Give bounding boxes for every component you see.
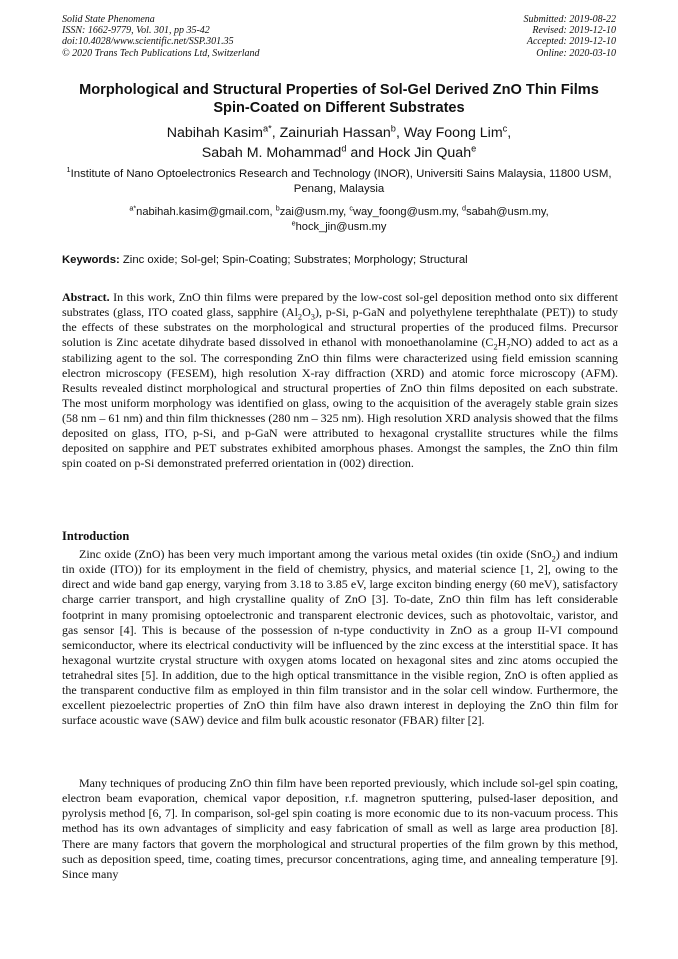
date-revised: Revised: 2019-12-10 — [532, 25, 616, 37]
email-link[interactable]: sabah@usm.my — [466, 206, 546, 218]
journal-info — [62, 14, 260, 59]
author-separator: , — [507, 125, 512, 141]
email-link[interactable]: hock_jin@usm.my — [295, 220, 387, 233]
author-separator: , — [395, 125, 404, 141]
journal-doi[interactable]: doi:10.4028/www.scientific.net/SSP.301.35 — [62, 36, 234, 48]
author-separator: , — [271, 125, 280, 141]
date-accepted: Accepted: 2019-12-10 — [526, 36, 616, 48]
abstract-text: NO) added to act as a stabilizing agent to the sol. The corresponding ZnO thin films were characterized using field emission scanning electron microscopy (FESEM), high resolution X-ray diffraction (XRD) and atomic force microscopy (AFM). Results revealed distinct morphological and structural properties of ZnO thin films deposited on each substrate. The most uniform morphology was identified on glass, owing to the acquisition of the averagely stable grain sizes (58 nm – 61 nm) and thin film thicknesses (280 nm – 325 nm). High resolution XRD analysis showed that the films deposited on glass, ITO, p-Si, and p-GaN were attributed to hexagonal crystallite structures while the films deposited on sapphire and PET substrates exhibited amorphous phases. Amongst the samples, the ZnO thin film spin coated on p-Si demonstrated preferred orientation in (002) direction. — [62, 335, 619, 471]
abstract-label: Abstract. — [62, 290, 110, 304]
email-link[interactable]: way_foong@usm.my — [352, 206, 456, 218]
author-marker: d — [341, 142, 347, 153]
keywords-label: Keywords: — [62, 254, 120, 266]
affiliation-text: Institute of Nano Optoelectronics Research and Technology (INOR), Universiti Sains Malaysia, 11800 USM, Penang, Malaysia — [70, 168, 612, 195]
email-link[interactable]: nabihah.kasim@gmail.com — [136, 206, 270, 218]
author-marker: b — [390, 123, 396, 134]
abstract — [62, 290, 618, 472]
abstract-text: H — [497, 335, 507, 350]
author-marker: e — [471, 142, 477, 153]
email-separator: , — [455, 206, 463, 218]
email-marker: a* — [129, 203, 137, 213]
author-name: Way Foong Lim — [403, 125, 503, 141]
email-separator: , — [269, 206, 276, 218]
subscript: 2 — [551, 554, 556, 564]
email-separator: , — [343, 206, 350, 218]
subscript: 7 — [506, 342, 511, 352]
abstract-text: ), p-Si, p-GaN and polyethylene terephthalate (PET)) to study the effects of these substrates on the morphological and structural properties of the produced films. Precursor solution is Zinc acetate dihydrate based dissolved in ethanol with monoethanolamine (C — [62, 305, 618, 350]
affiliation-marker: 1 — [66, 165, 71, 175]
date-submitted: Submitted: 2019-08-22 — [523, 14, 616, 25]
abstract-text: O — [302, 305, 311, 320]
date-online: Online: 2020-03-10 — [536, 47, 616, 59]
author-conjunction: and — [346, 144, 379, 161]
paragraph-text: Zinc oxide (ZnO) has been very much important among the various metal oxides (tin oxide (SnO — [79, 547, 552, 561]
journal-issn: ISSN: 1662-9779, Vol. 301, pp 35-42 — [62, 25, 210, 37]
email-marker: d — [462, 203, 467, 213]
abstract-text: In this work, ZnO thin films were prepared by the low-cost sol-gel deposition method onto six different substrates (glass, ITO coated glass, sapphire (Al — [62, 290, 618, 320]
subscript: 3 — [310, 312, 315, 322]
author-name: Zainuriah Hassan — [279, 125, 391, 141]
journal-copyright: © 2020 Trans Tech Publications Ltd, Switzerland — [62, 47, 260, 59]
email-link[interactable]: zai@usm.my — [279, 206, 344, 218]
paper-title: Morphological and Structural Properties of Sol-Gel Derived ZnO Thin Films Spin-Coated on Different Substrates — [79, 82, 599, 116]
email-separator: , — [545, 206, 549, 218]
author-marker: a* — [262, 123, 272, 134]
email-list — [62, 205, 616, 234]
submission-dates — [524, 14, 617, 59]
author-marker: c — [502, 123, 508, 134]
author-name: Nabihah Kasim — [166, 125, 263, 141]
author-name: Hock Jin Quah — [378, 144, 472, 161]
affiliation — [62, 167, 616, 196]
author-list — [62, 124, 616, 163]
email-marker: e — [291, 217, 296, 227]
keywords — [62, 253, 622, 267]
section-heading-introduction: Introduction — [62, 529, 130, 543]
email-marker: b — [275, 203, 280, 213]
body-paragraph: Many techniques of producing ZnO thin film have been reported previously, which include sol-gel spin coating, electron beam evaporation, chemical vapor deposition, r.f. magnetron sputtering, pulsed-laser deposition, and pyrolysis method [6, 7]. In comparison, sol-gel spin coating is more economic due to its non-vacuum process. This method has its own advantages of simplicity and easy fabrication of small as well as large area production [8]. There are many factors that govern the morphological and structural properties of the film grown by this method, such as deposition speed, time, coating times, precursor concentrations, aging time, and annealing temperature [9]. Since many — [62, 776, 618, 881]
paragraph-text: ) and indium tin oxide (ITO)) for its employment in the field of chemistry, physics, and material science [1, 2], owing to the direct and wide band gap energy, varying from 3.18 to 3.85 eV, large exciton binding energy (60 meV), satisfactory charge carrier transport, and high crystalline quality of ZnO [3]. To-date, ZnO thin film has left considerable footprint in many promising optoelectronic and transparent electronic devices, such as photovoltaic, varistor, and gas sensor [4]. This is because of the possession of n-type conductivity in ZnO as a group II-VI compound semiconductor, where its electrical conductivity will be influenced by the zinc excess at the interstitial space. It has hexagonal wurtzite crystal structure with oxygen atoms located on hexagonal sites and zinc atoms occupied the tetrahedral sites [5]. In addition, due to the high optical transmittance in the visible region, ZnO is often applied as the transparent conductive film as employed in thin film transistor and in the solar cell window. Furthermore, the excellent piezoelectric properties of ZnO thin film have also drawn interest in deploying the ZnO thin film for surface acoustic wave (SAW) device and film bulk acoustic resonator (FBAR) filter [2]. — [62, 547, 619, 728]
author-name: Sabah M. Mohammad — [201, 144, 342, 161]
subscript: 2 — [297, 312, 303, 322]
journal-name: Solid State Phenomena — [62, 14, 155, 25]
body-paragraph — [62, 547, 618, 729]
keywords-text: Zinc oxide; Sol-gel; Spin-Coating; Substrates; Morphology; Structural — [119, 254, 468, 266]
subscript: 2 — [493, 342, 498, 352]
email-marker: c — [349, 203, 353, 213]
